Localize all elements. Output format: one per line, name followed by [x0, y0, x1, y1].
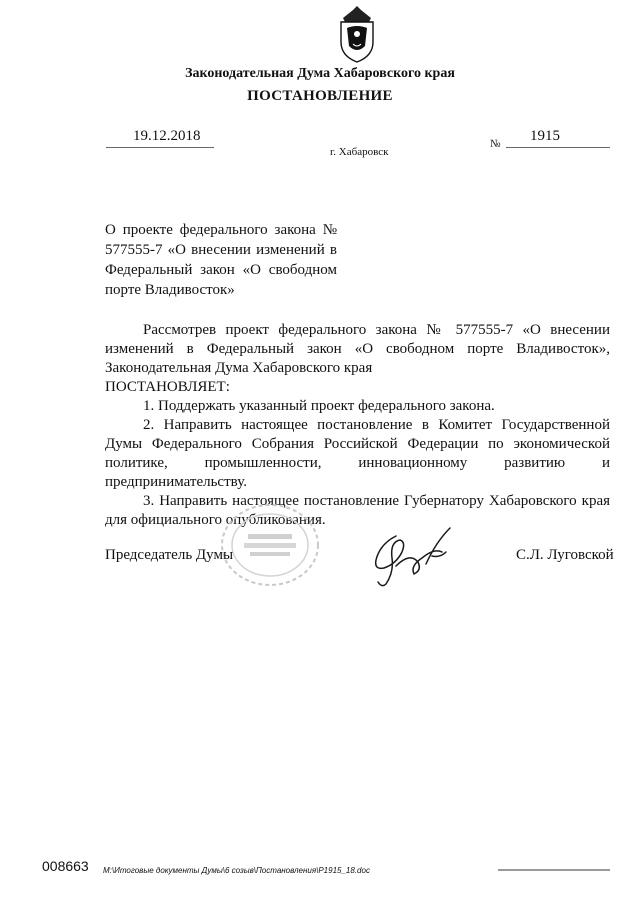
resolution-item-1: 1. Поддержать указанный проект федерального закона. [143, 398, 495, 414]
document-number: 1915 [530, 128, 560, 144]
document-type: ПОСТАНОВЛЕНИЕ [247, 88, 393, 104]
resolution-item-3: 3. Направить настоящее постановление Губернатору Хабаровского края для официального опубликования. [105, 493, 610, 528]
document-date: 19.12.2018 [133, 128, 201, 144]
preamble-paragraph: Рассмотрев проект федерального закона № 577555-7 «О внесении изменений в Федеральный закон «О свободном порте Владивосток», Законодательная Дума Хабаровского края [105, 322, 610, 376]
signer-name: С.Л. Луговской [516, 547, 614, 563]
number-sign: № [490, 138, 501, 150]
date-underline [106, 147, 214, 148]
signer-title: Председатель Думы [105, 547, 234, 563]
handwritten-signature [362, 522, 467, 590]
document-body [105, 321, 610, 530]
registration-code: 008663 [42, 858, 89, 874]
printer-imprint-mark [498, 867, 610, 873]
organization-name: Законодательная Дума Хабаровского края [185, 66, 455, 81]
resolution-item-2: 2. Направить настоящее постановление в Комитет Государственной Думы Федерального Собрания Российской Федерации по экономической политике, промышленности, инновационному развитию и предпринимательству. [105, 417, 610, 490]
document-subject: О проекте федерального закона № 577555-7 «О внесении изменений в Федеральный закон «О свободном порте Владивосток» [105, 222, 337, 298]
coat-of-arms-emblem [333, 4, 381, 64]
official-stamp-seal [218, 500, 322, 590]
resolution-word: ПОСТАНОВЛЯЕТ: [105, 379, 230, 395]
file-path: M:\Итоговые документы Думы\6 созыв\Постановления\P1915_18.doc [103, 866, 370, 875]
document-city: г. Хабаровск [330, 146, 389, 158]
number-underline [506, 147, 610, 148]
